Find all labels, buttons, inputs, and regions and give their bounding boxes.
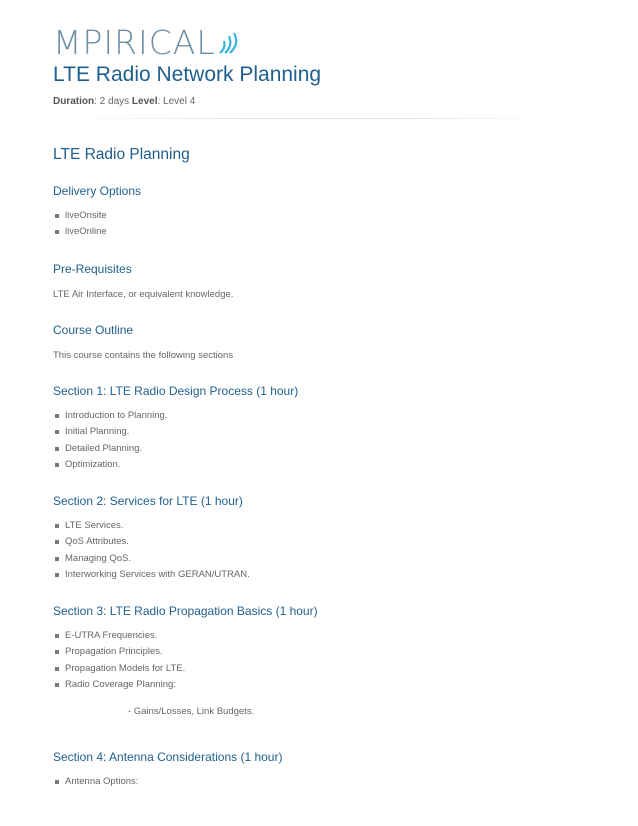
wireless-waves-icon — [218, 33, 244, 55]
sub-item: - Gains/Losses, Link Budgets. — [128, 706, 255, 717]
list-item: Interworking Services with GERAN/UTRAN. — [53, 567, 250, 583]
list-item: Initial Planning. — [53, 424, 167, 440]
level-label: Level — [131, 96, 158, 107]
delivery-heading: Delivery Options — [53, 184, 142, 198]
list-item: LTE Services. — [53, 518, 250, 534]
section-3-heading: Section 3: LTE Radio Propagation Basics (1 hour) — [53, 604, 318, 618]
list-item: Optimization. — [53, 457, 167, 473]
prereq-text: LTE Air Interface, or equivalent knowledge. — [53, 289, 234, 300]
outline-text: This course contains the following sections — [53, 350, 234, 361]
section-2-heading: Section 2: Services for LTE (1 hour) — [53, 494, 243, 508]
list-item: Propagation Models for LTE. — [53, 661, 185, 677]
section-1-heading: Section 1: LTE Radio Design Process (1 hour) — [53, 384, 299, 398]
section-3-list — [53, 628, 185, 694]
course-heading: LTE Radio Planning — [53, 146, 190, 163]
duration-label: Duration — [53, 96, 95, 107]
logo-text: MPIRICAL — [53, 23, 216, 62]
list-item: Managing QoS. — [53, 551, 250, 567]
level-value: : Level 4 — [157, 96, 196, 107]
section-1-list — [53, 408, 167, 474]
section-2-list — [53, 518, 250, 584]
list-item: Radio Coverage Planning: — [53, 677, 185, 693]
list-item: QoS Attributes. — [53, 534, 250, 550]
list-item: Propagation Principles. — [53, 644, 185, 660]
list-item: Antenna Options: — [53, 774, 138, 790]
duration-value: : 2 days — [94, 96, 132, 107]
prereq-heading: Pre-Requisites — [53, 262, 132, 276]
list-item: Introduction to Planning. — [53, 408, 167, 424]
outline-heading: Course Outline — [53, 323, 134, 337]
page-title: LTE Radio Network Planning — [53, 63, 322, 86]
section-4-heading: Section 4: Antenna Considerations (1 hour) — [53, 750, 283, 764]
list-item: liveOnline — [53, 224, 107, 240]
mpirical-logo — [53, 23, 244, 62]
list-item: E-UTRA Frequencies. — [53, 628, 185, 644]
list-item: liveOnsite — [53, 208, 107, 224]
divider — [53, 118, 553, 119]
section-4-list — [53, 774, 138, 790]
delivery-list — [53, 208, 107, 241]
course-meta — [53, 96, 195, 107]
list-item: Detailed Planning. — [53, 441, 167, 457]
